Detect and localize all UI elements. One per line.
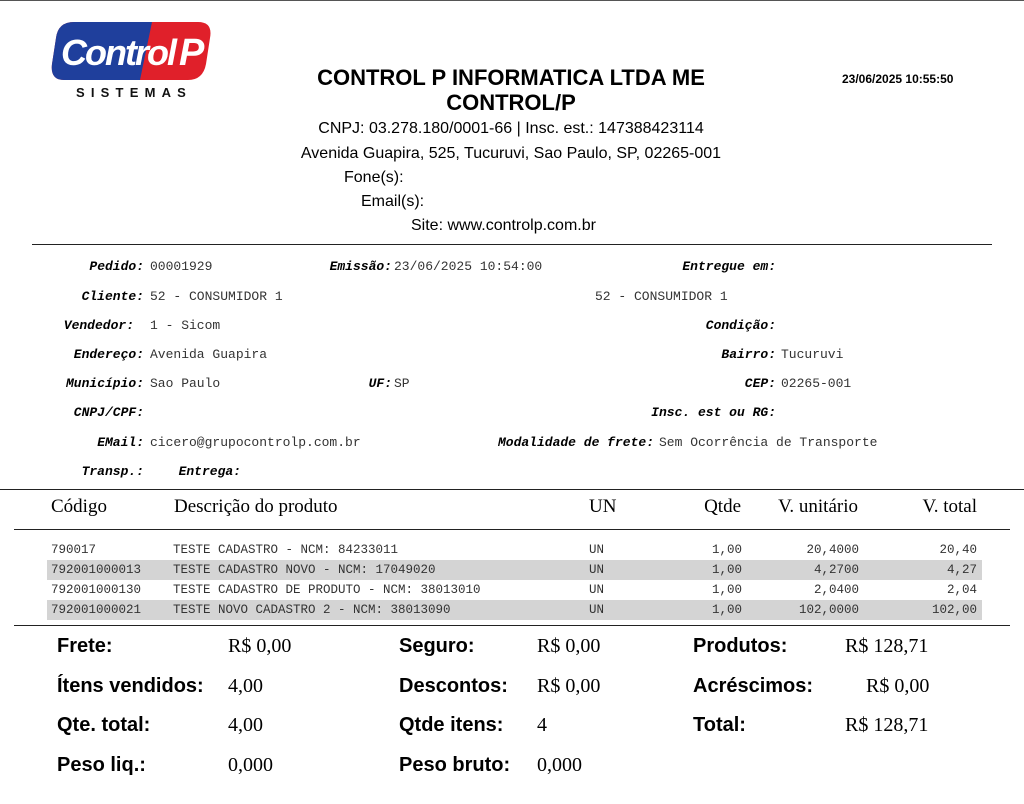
qte-total-label: Qte. total: (57, 714, 151, 736)
logo-subtitle: SISTEMAS (76, 85, 193, 100)
cell-codigo: 792001000130 (51, 583, 142, 597)
col-header-descricao: Descrição do produto (174, 496, 338, 517)
endereco-value: Avenida Guapira (150, 347, 268, 362)
acrescimos-label: Acréscimos: (693, 675, 814, 697)
descontos-label: Descontos: (399, 675, 508, 697)
qtde-itens-value: 4 (537, 714, 547, 736)
cell-codigo: 792001000013 (51, 563, 142, 577)
print-timestamp: 23/06/2025 10:55:50 (842, 72, 954, 86)
cell-codigo: 790017 (51, 543, 97, 557)
produtos-value: R$ 128,71 (845, 635, 929, 657)
frete-label: Frete: (57, 635, 113, 657)
email-value: cicero@grupocontrolp.com.br (150, 435, 361, 450)
cell-descricao: TESTE CADASTRO - NCM: 84233011 (173, 543, 399, 557)
table-row (47, 540, 982, 560)
header-divider (32, 244, 992, 245)
cell-descricao: TESTE NOVO CADASTRO 2 - NCM: 38013090 (173, 603, 451, 617)
cell-descricao: TESTE CADASTRO DE PRODUTO - NCM: 38013010 (173, 583, 481, 597)
bairro-label: Bairro: (721, 347, 776, 362)
itens-vendidos-label: Ítens vendidos: (57, 675, 204, 697)
cell-total: 4,27 (946, 563, 977, 577)
cliente-value-2: 52 - CONSUMIDOR 1 (595, 289, 728, 304)
cell-un: UN (589, 543, 605, 557)
col-header-un: UN (589, 496, 617, 517)
peso-liq-label: Peso liq.: (57, 754, 146, 776)
cell-qtde: 1,00 (711, 563, 742, 577)
table-footer-divider (14, 625, 1010, 626)
transp-label: Transp.: (81, 464, 144, 479)
cell-unitario: 20,4000 (806, 543, 859, 557)
svg-text:P: P (179, 32, 205, 74)
qtde-itens-label: Qtde itens: (399, 714, 504, 736)
produtos-label: Produtos: (693, 635, 788, 657)
modalidade-frete-value: Sem Ocorrência de Transporte (659, 435, 878, 450)
qte-total-value: 4,00 (228, 714, 263, 736)
svg-text:Control: Control (61, 32, 175, 73)
table-row (47, 560, 982, 580)
cell-total: 2,04 (946, 583, 977, 597)
company-name: CONTROL P INFORMATICA LTDA ME (317, 65, 705, 90)
emissao-value: 23/06/2025 10:54:00 (394, 259, 543, 274)
endereco-label: Endereço: (73, 347, 144, 362)
uf-value: SP (394, 376, 410, 391)
pedido-value: 00001929 (150, 259, 213, 274)
vendedor-value: 1 - Sicom (150, 318, 221, 333)
email-label: EMail: (97, 435, 144, 450)
company-site: Site: www.controlp.com.br (411, 217, 596, 234)
company-email-label: Email(s): (361, 193, 425, 210)
cnpj-cpf-label: CNPJ/CPF: (73, 405, 144, 420)
seguro-value: R$ 0,00 (537, 635, 601, 657)
emissao-label: Emissão: (329, 259, 392, 274)
entrega-label: Entrega: (178, 464, 241, 479)
cliente-value: 52 - CONSUMIDOR 1 (150, 289, 283, 304)
col-header-qtde: Qtde (704, 496, 741, 517)
info-divider (0, 489, 1024, 490)
company-cnpj: CNPJ: 03.278.180/0001-66 | Insc. est.: 147388423114 (318, 120, 704, 137)
col-header-unitario: V. unitário (778, 496, 858, 517)
insc-est-label: Insc. est ou RG: (651, 405, 776, 420)
total-label: Total: (693, 714, 746, 736)
peso-bruto-value: 0,000 (537, 754, 582, 776)
condicao-label: Condição: (705, 318, 776, 333)
cell-qtde: 1,00 (711, 583, 742, 597)
cell-un: UN (589, 583, 605, 597)
table-row (47, 580, 982, 600)
table-row (47, 600, 982, 620)
control-p-logo (48, 18, 216, 84)
cell-qtde: 1,00 (711, 543, 742, 557)
cell-codigo: 792001000021 (51, 603, 142, 617)
modalidade-frete-label: Modalidade de frete: (497, 435, 654, 450)
itens-vendidos-value: 4,00 (228, 675, 263, 697)
frete-value: R$ 0,00 (228, 635, 292, 657)
cell-unitario: 102,0000 (798, 603, 859, 617)
cep-label: CEP: (744, 376, 776, 391)
cell-total: 20,40 (939, 543, 977, 557)
peso-liq-value: 0,000 (228, 754, 273, 776)
cell-total: 102,00 (931, 603, 977, 617)
municipio-value: Sao Paulo (150, 376, 221, 391)
bairro-value: Tucuruvi (781, 347, 844, 362)
company-address: Avenida Guapira, 525, Tucuruvi, Sao Paulo, SP, 02265-001 (300, 145, 722, 162)
cep-value: 02265-001 (781, 376, 852, 391)
cell-qtde: 1,00 (711, 603, 742, 617)
acrescimos-value: R$ 0,00 (866, 675, 930, 697)
total-value: R$ 128,71 (845, 714, 929, 736)
uf-label: UF: (368, 376, 392, 391)
col-header-codigo: Código (51, 496, 107, 517)
table-header-divider (14, 529, 1010, 530)
company-phone-label: Fone(s): (344, 169, 404, 186)
entregue-label: Entregue em: (682, 259, 776, 274)
municipio-label: Município: (65, 376, 144, 391)
cell-unitario: 2,0400 (813, 583, 859, 597)
vendedor-label: Vendedor: (63, 318, 134, 333)
cliente-label: Cliente: (81, 289, 144, 304)
pedido-label: Pedido: (89, 259, 144, 274)
seguro-label: Seguro: (399, 635, 475, 657)
descontos-value: R$ 0,00 (537, 675, 601, 697)
col-header-total: V. total (922, 496, 977, 517)
cell-un: UN (589, 563, 605, 577)
cell-descricao: TESTE CADASTRO NOVO - NCM: 17049020 (173, 563, 436, 577)
trade-name: CONTROL/P (446, 90, 576, 115)
cell-unitario: 4,2700 (813, 563, 859, 577)
peso-bruto-label: Peso bruto: (399, 754, 511, 776)
cell-un: UN (589, 603, 605, 617)
